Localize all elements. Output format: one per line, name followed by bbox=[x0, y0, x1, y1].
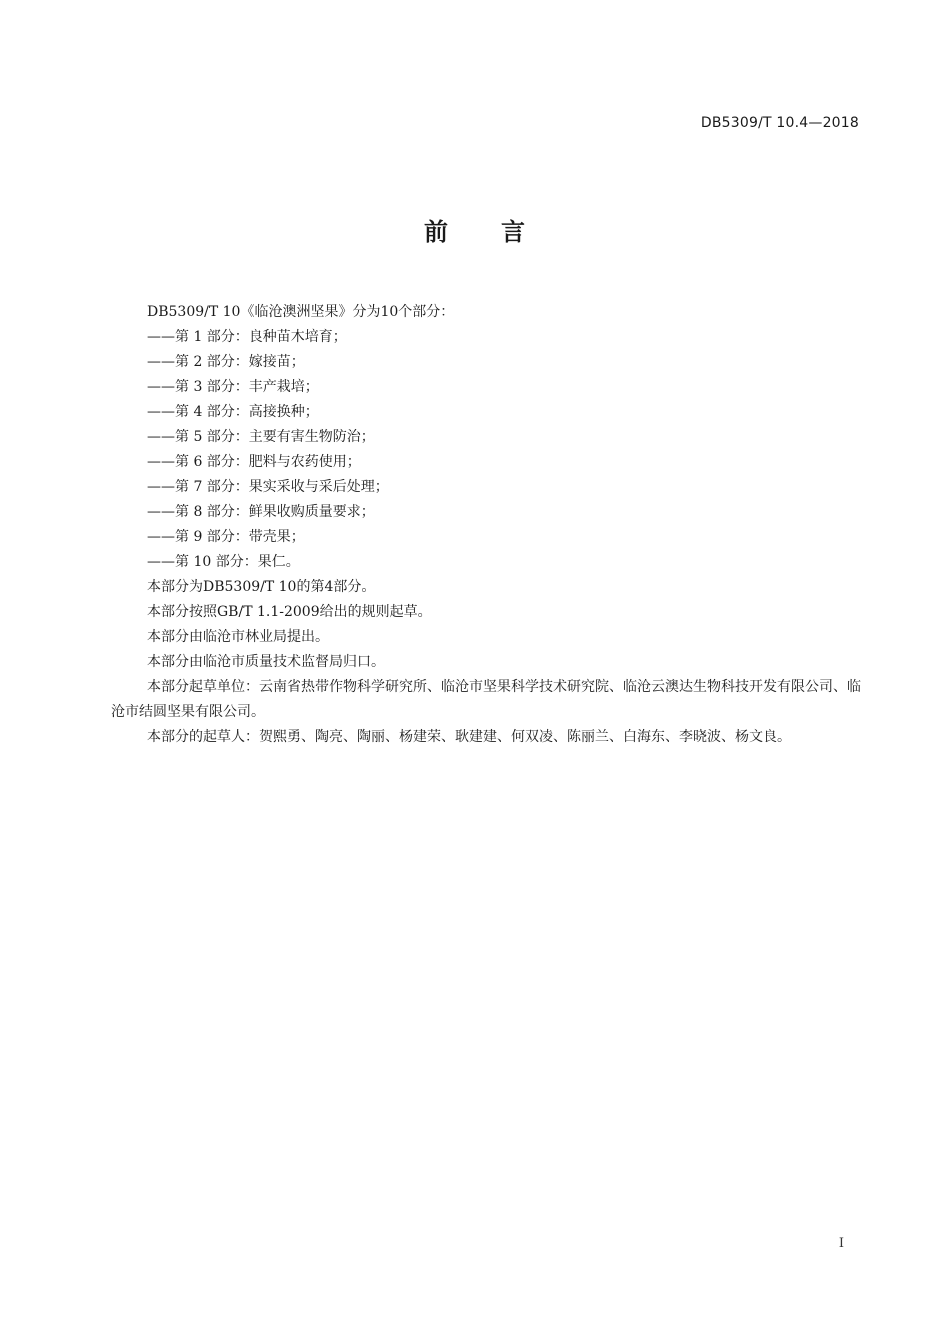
list-item-part-2: ——第 2 部分：嫁接苗； bbox=[147, 354, 305, 370]
paragraph-part-statement: 本部分为DB5309/T 10的第4部分。 bbox=[147, 579, 376, 595]
list-item-part-3: ——第 3 部分：丰产栽培； bbox=[147, 379, 319, 395]
list-item-part-4: ——第 4 部分：高接换种； bbox=[147, 404, 319, 420]
list-item-part-5: ——第 5 部分：主要有害生物防治； bbox=[147, 429, 375, 445]
list-item-part-6: ——第 6 部分：肥料与农药使用； bbox=[147, 454, 361, 470]
list-item-part-9: ——第 9 部分：带壳果； bbox=[147, 529, 305, 545]
title-char-2: 言 bbox=[501, 218, 526, 246]
list-item-part-1: ——第 1 部分：良种苗木培育； bbox=[147, 329, 347, 345]
paragraph-centralized-unit: 本部分由临沧市质量技术监督局归口。 bbox=[147, 654, 385, 670]
paragraph-drafting-rules: 本部分按照GB/T 1.1-2009给出的规则起草。 bbox=[147, 604, 432, 620]
page-title bbox=[0, 212, 950, 247]
list-item-part-8: ——第 8 部分：鲜果收购质量要求； bbox=[147, 504, 375, 520]
document-code: DB5309/T 10.4—2018 bbox=[700, 115, 859, 131]
title-char-1: 前 bbox=[424, 218, 449, 246]
list-item-part-10: ——第 10 部分：果仁。 bbox=[147, 554, 300, 570]
paragraph-intro: DB5309/T 10《临沧澳洲坚果》分为10个部分： bbox=[147, 304, 455, 320]
foreword-body bbox=[111, 300, 861, 750]
paragraph-proposer: 本部分由临沧市林业局提出。 bbox=[147, 629, 329, 645]
paragraph-drafting-units: 本部分起草单位：云南省热带作物科学研究所、临沧市坚果科学技术研究院、临沧云澳达生物科技开发有限公司、临沧市结圆坚果有限公司。 bbox=[111, 679, 861, 720]
page-number: I bbox=[838, 1236, 844, 1251]
list-item-part-7: ——第 7 部分：果实采收与采后处理； bbox=[147, 479, 389, 495]
paragraph-drafters: 本部分的起草人：贺熙勇、陶亮、陶丽、杨建荣、耿建建、何双凌、陈丽兰、白海东、李晓波、杨文良。 bbox=[147, 729, 791, 745]
